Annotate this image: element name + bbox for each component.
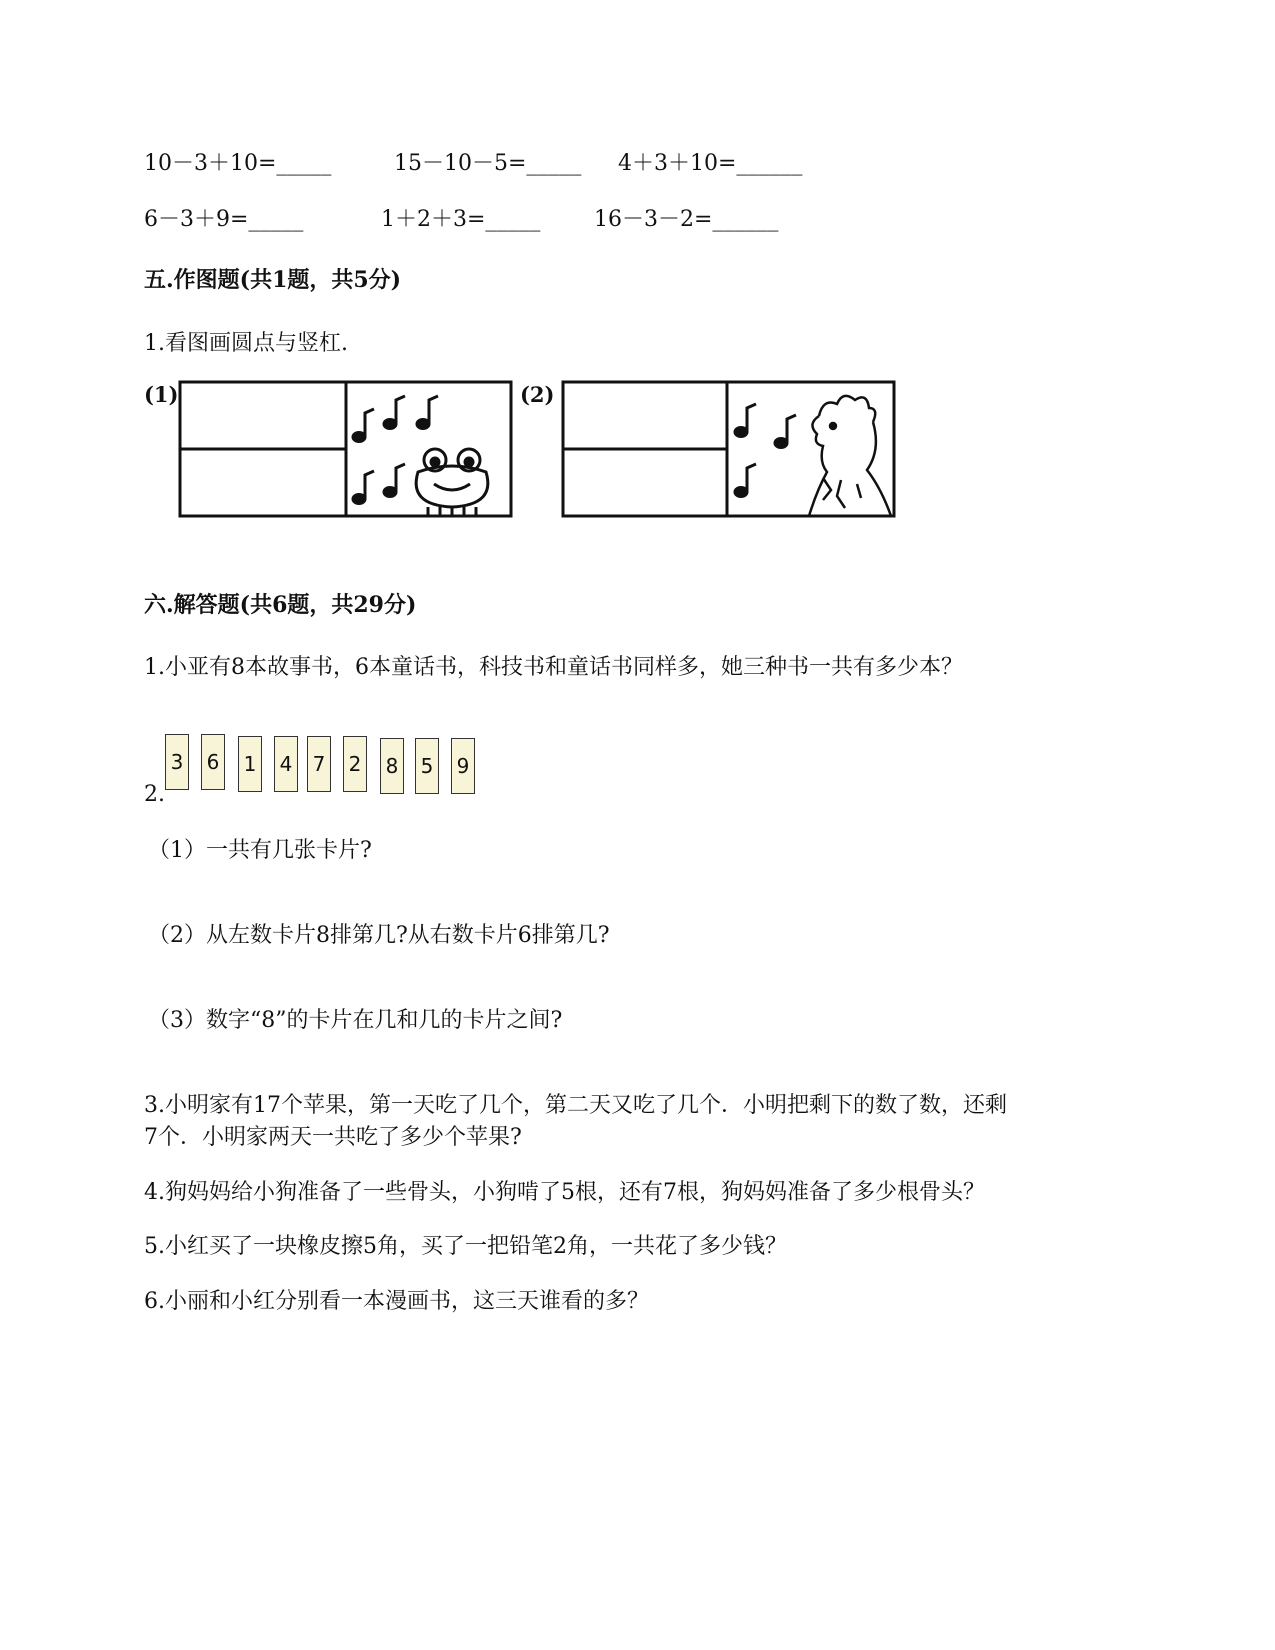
question-2-sub-3: （3）数字“8”的卡片在几和几的卡片之间? <box>148 1008 563 1033</box>
equation-3: 4＋3＋10=______ <box>618 151 803 176</box>
number-card: 8 <box>380 738 404 794</box>
question-2-sub-1: （1）一共有几张卡片? <box>148 838 372 863</box>
number-card: 9 <box>451 738 475 794</box>
frog-music-figure <box>178 380 514 520</box>
section-six-question-5: 5.小红买了一块橡皮擦5角，买了一把铅笔2角，一共花了多少钱？ <box>144 1234 787 1259</box>
rooster-music-figure <box>561 380 897 520</box>
number-card: 3 <box>165 734 189 790</box>
section-six-heading: 六.解答题(共6题，共29分) <box>144 592 417 618</box>
number-card: 6 <box>201 734 225 790</box>
frog-icon <box>416 449 488 516</box>
equation-1: 10－3＋10=_____ <box>144 151 332 176</box>
section-six-question-2-number: 2. <box>144 782 165 807</box>
equation-6: 16－3－2=______ <box>594 207 779 232</box>
section-five-heading: 五.作图题(共1题，共5分) <box>144 267 402 293</box>
music-note-icon <box>735 404 796 497</box>
section-six-question-3-line-2: 7个．小明家两天一共吃了多少个苹果? <box>144 1125 522 1150</box>
number-cards <box>165 734 485 796</box>
section-five-question-1: 1.看图画圆点与竖杠. <box>144 331 348 356</box>
number-card: 2 <box>343 736 367 792</box>
figure-2-label: (2) <box>520 382 555 407</box>
number-card: 1 <box>238 736 262 792</box>
section-six-question-3-line-1: 3.小明家有17个苹果，第一天吃了几个，第二天又吃了几个．小明把剩下的数了数，还剩 <box>144 1093 1007 1118</box>
music-note-icon <box>353 396 438 504</box>
rooster-icon <box>809 396 891 516</box>
equation-4: 6－3＋9=_____ <box>144 207 304 232</box>
equation-5: 1＋2＋3=_____ <box>381 207 541 232</box>
section-six-question-1: 1.小亚有8本故事书，6本童话书，科技书和童话书同样多，她三种书一共有多少本？ <box>144 655 963 680</box>
number-card: 7 <box>307 736 331 792</box>
number-card: 4 <box>274 736 298 792</box>
number-card: 5 <box>415 738 439 794</box>
figure-1-label: (1) <box>144 382 179 407</box>
section-six-question-4: 4.狗妈妈给小狗准备了一些骨头，小狗啃了5根，还有7根，狗妈妈准备了多少根骨头？ <box>144 1180 985 1205</box>
equation-2: 15－10－5=_____ <box>394 151 582 176</box>
section-six-question-6: 6.小丽和小红分别看一本漫画书，这三天谁看的多？ <box>144 1289 649 1314</box>
question-2-sub-2: （2）从左数卡片8排第几?从右数卡片6排第几? <box>148 923 610 948</box>
